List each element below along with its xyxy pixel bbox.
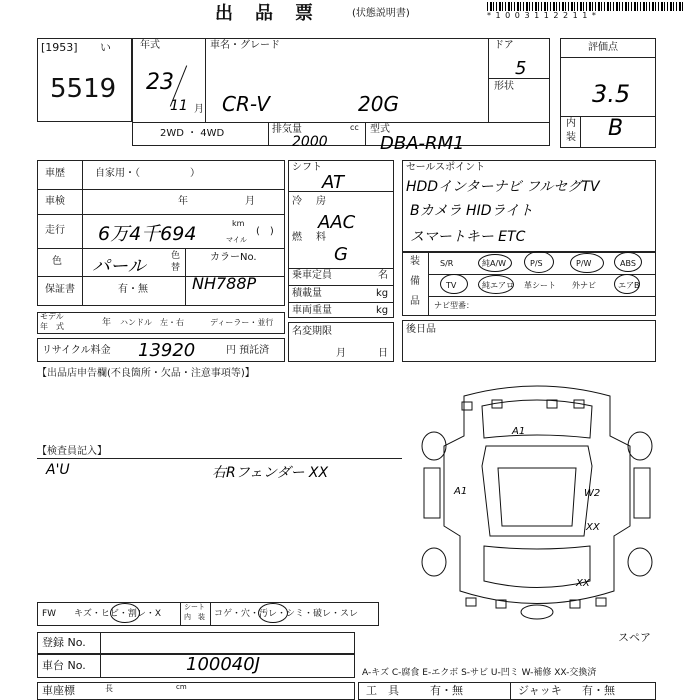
recycle-label: リサイクル料金: [42, 345, 111, 356]
recycle-unit: 円 預託済: [226, 345, 270, 356]
lot-year-suffix: い: [100, 41, 111, 54]
equip-pw: P/W: [576, 259, 592, 268]
mileage-value: 6万4千694: [98, 223, 197, 245]
equip-sr: S/R: [440, 259, 454, 268]
color-value: パール: [92, 256, 146, 277]
seat-label-2: 内 装: [184, 613, 205, 621]
name-change-label: 名変期限: [292, 326, 332, 337]
circle-abs: [614, 252, 642, 272]
circle-crack: [110, 603, 140, 623]
model-year-label-1: モデル: [40, 312, 64, 321]
circle-tv: [440, 274, 468, 294]
diagram-a1-side: A1: [454, 486, 468, 497]
capacity-unit: 名: [378, 270, 388, 281]
chassis-label: 車台 No.: [42, 659, 86, 672]
model-year-label-2: 年 式: [40, 322, 64, 331]
handle-options: ハンドル 左・右: [120, 318, 184, 327]
lot-year-tag: [1953]: [41, 41, 78, 54]
equipment-label-1: 装: [410, 256, 420, 267]
mileage-label: 走行: [45, 225, 65, 236]
inspector-right-note: 右Rフェンダー XX: [212, 465, 329, 481]
mileage-unit-km: km: [232, 219, 245, 228]
sales-point-line1: HDDインターナビ フルセグTV: [406, 179, 600, 195]
ac-label-2: 房: [316, 196, 326, 207]
shift-label: シフト: [292, 162, 322, 173]
model-label: 車名・グレード: [210, 40, 280, 51]
diagram-a1-front: A1: [512, 426, 526, 437]
color-code-value: NH788P: [192, 274, 257, 293]
dealer-options: ディーラー・並行: [210, 318, 274, 327]
displacement-value: 2000: [292, 134, 328, 150]
circle-pw: [570, 253, 604, 273]
spare-label: スペア: [618, 631, 651, 644]
fuel-label-2: 料: [316, 232, 326, 243]
sales-point-line2: Bカメラ HIDライト: [410, 203, 534, 219]
interior-label-2: 装: [566, 132, 576, 143]
name-change-unit: 月: [336, 348, 346, 359]
fuel-value: G: [334, 244, 348, 265]
seat-label-1: シート: [184, 603, 205, 611]
interior-label-1: 内: [566, 118, 576, 129]
year-label: 年式: [140, 40, 160, 51]
recycle-value: 13920: [138, 340, 196, 361]
circle-airbag: [614, 274, 640, 294]
door-value: 5: [515, 58, 527, 79]
model-code-label: 型式: [370, 124, 390, 135]
floor-label: FW: [42, 609, 57, 619]
color-change-label-2: 替: [171, 263, 181, 273]
color-code-label: カラーNo.: [210, 252, 257, 263]
diagram-xx-side: XX: [586, 522, 600, 533]
equip-leather: 革シート: [524, 281, 556, 290]
weight-label: 車両重量: [292, 305, 332, 316]
seat-value: コゲ・穴・汚レ・シミ・破レ・スレ: [214, 609, 359, 619]
equip-airbag: エアB: [618, 281, 640, 290]
diagram-w2: W2: [584, 488, 601, 499]
color-change-label-1: 色: [171, 251, 181, 261]
floor-value: キズ・ヒビ・割レ・X: [74, 609, 161, 619]
equipment-label-2: 備: [410, 276, 420, 287]
dims-length: 長: [105, 684, 113, 693]
equip-ext-navi: 外ナビ: [572, 281, 596, 290]
inspection-year-unit: 年: [178, 196, 188, 207]
circle-ps: [524, 251, 554, 273]
model-code-value: DBA-RM1: [380, 133, 465, 154]
equip-aero: 純エアロ: [482, 281, 514, 290]
month-value: 11: [170, 98, 188, 114]
document-subtitle: (状態説明書): [352, 8, 410, 19]
history-value: 自家用・（ ）: [95, 168, 200, 179]
diagram-xx-rear: XX: [576, 578, 590, 589]
registration-label: 登録 No.: [42, 636, 86, 649]
lot-number: 5519: [50, 74, 117, 104]
interior-score: B: [608, 116, 624, 141]
load-unit: kg: [376, 288, 389, 299]
door-label: ドア: [494, 40, 514, 51]
equip-alloy: 純A/W: [482, 259, 507, 268]
dims-box: [37, 682, 355, 700]
ac-label-1: 冷: [292, 196, 302, 207]
inspector-label: 【検査員記入】: [37, 446, 107, 457]
car-diagram: [404, 376, 670, 630]
inspection-label: 車検: [45, 196, 65, 207]
sales-point-line3: スマートキー ETC: [410, 229, 526, 245]
shape-label: 形状: [494, 81, 514, 92]
warranty-value: 有・無: [118, 284, 148, 295]
chassis-value: 100040J: [186, 654, 261, 675]
displacement-label: 排気量: [272, 124, 302, 135]
jack-label: ジャッキ: [518, 684, 562, 697]
year-value: 23: [146, 70, 174, 95]
tools-label: 工 具: [366, 684, 399, 697]
displacement-unit: cc: [350, 123, 359, 132]
model-name: CR-V: [222, 92, 270, 116]
weight-unit: kg: [376, 305, 389, 316]
shift-value: AT: [322, 172, 344, 193]
sales-point-label: セールスポイント: [406, 162, 486, 173]
damage-legend: A-キズ C-腐食 E-エクボ S-サビ U-凹ミ W-補修 XX-交換済: [362, 668, 597, 678]
drive-options: 2WD ・ 4WD: [160, 128, 225, 139]
mileage-unit-mile: マイル: [226, 236, 247, 244]
model-year-unit: 年: [102, 318, 112, 328]
fuel-label-1: 燃: [292, 232, 302, 243]
declaration-label: 【出品店申告欄(不良箇所・欠品・注意事項等)】: [37, 368, 255, 379]
name-change-day-unit: 日: [378, 348, 388, 359]
history-label: 車歴: [45, 168, 65, 179]
load-label: 積載量: [292, 288, 322, 299]
notes-label: 後日品: [406, 324, 436, 335]
dims-cm: cm: [176, 683, 187, 691]
circle-stain: [258, 603, 288, 623]
notes-box: [402, 320, 656, 362]
barcode-text: * 1 0 0 3 1 1 2 2 1 1 *: [487, 11, 597, 20]
color-label: 色: [52, 256, 62, 267]
inspection-month-unit: 月: [245, 196, 255, 207]
circle-alloy: [478, 254, 512, 272]
equipment-label-3: 品: [410, 296, 420, 307]
jack-value: 有・無: [582, 684, 615, 697]
tools-value: 有・無: [430, 684, 463, 697]
model-grade: 20G: [358, 92, 399, 116]
circle-aero: [478, 275, 514, 294]
warranty-label: 保証書: [45, 284, 75, 295]
document-title: 出 品 票: [215, 3, 315, 24]
month-unit: 月: [194, 104, 204, 115]
equip-tv: TV: [446, 281, 457, 290]
inspector-left-note: A'U: [46, 462, 70, 478]
rating-score: 3.5: [592, 80, 631, 108]
equip-navi-model: ナビ型番：: [434, 301, 474, 310]
capacity-label: 乗車定員: [292, 270, 332, 281]
equip-abs: ABS: [620, 259, 636, 268]
ac-value: AAC: [318, 212, 356, 233]
mileage-paren: ( ): [256, 226, 274, 237]
dims-label: 車座標: [42, 684, 75, 697]
equip-ps: P/S: [530, 259, 543, 268]
rating-label: 評価点: [588, 42, 618, 53]
